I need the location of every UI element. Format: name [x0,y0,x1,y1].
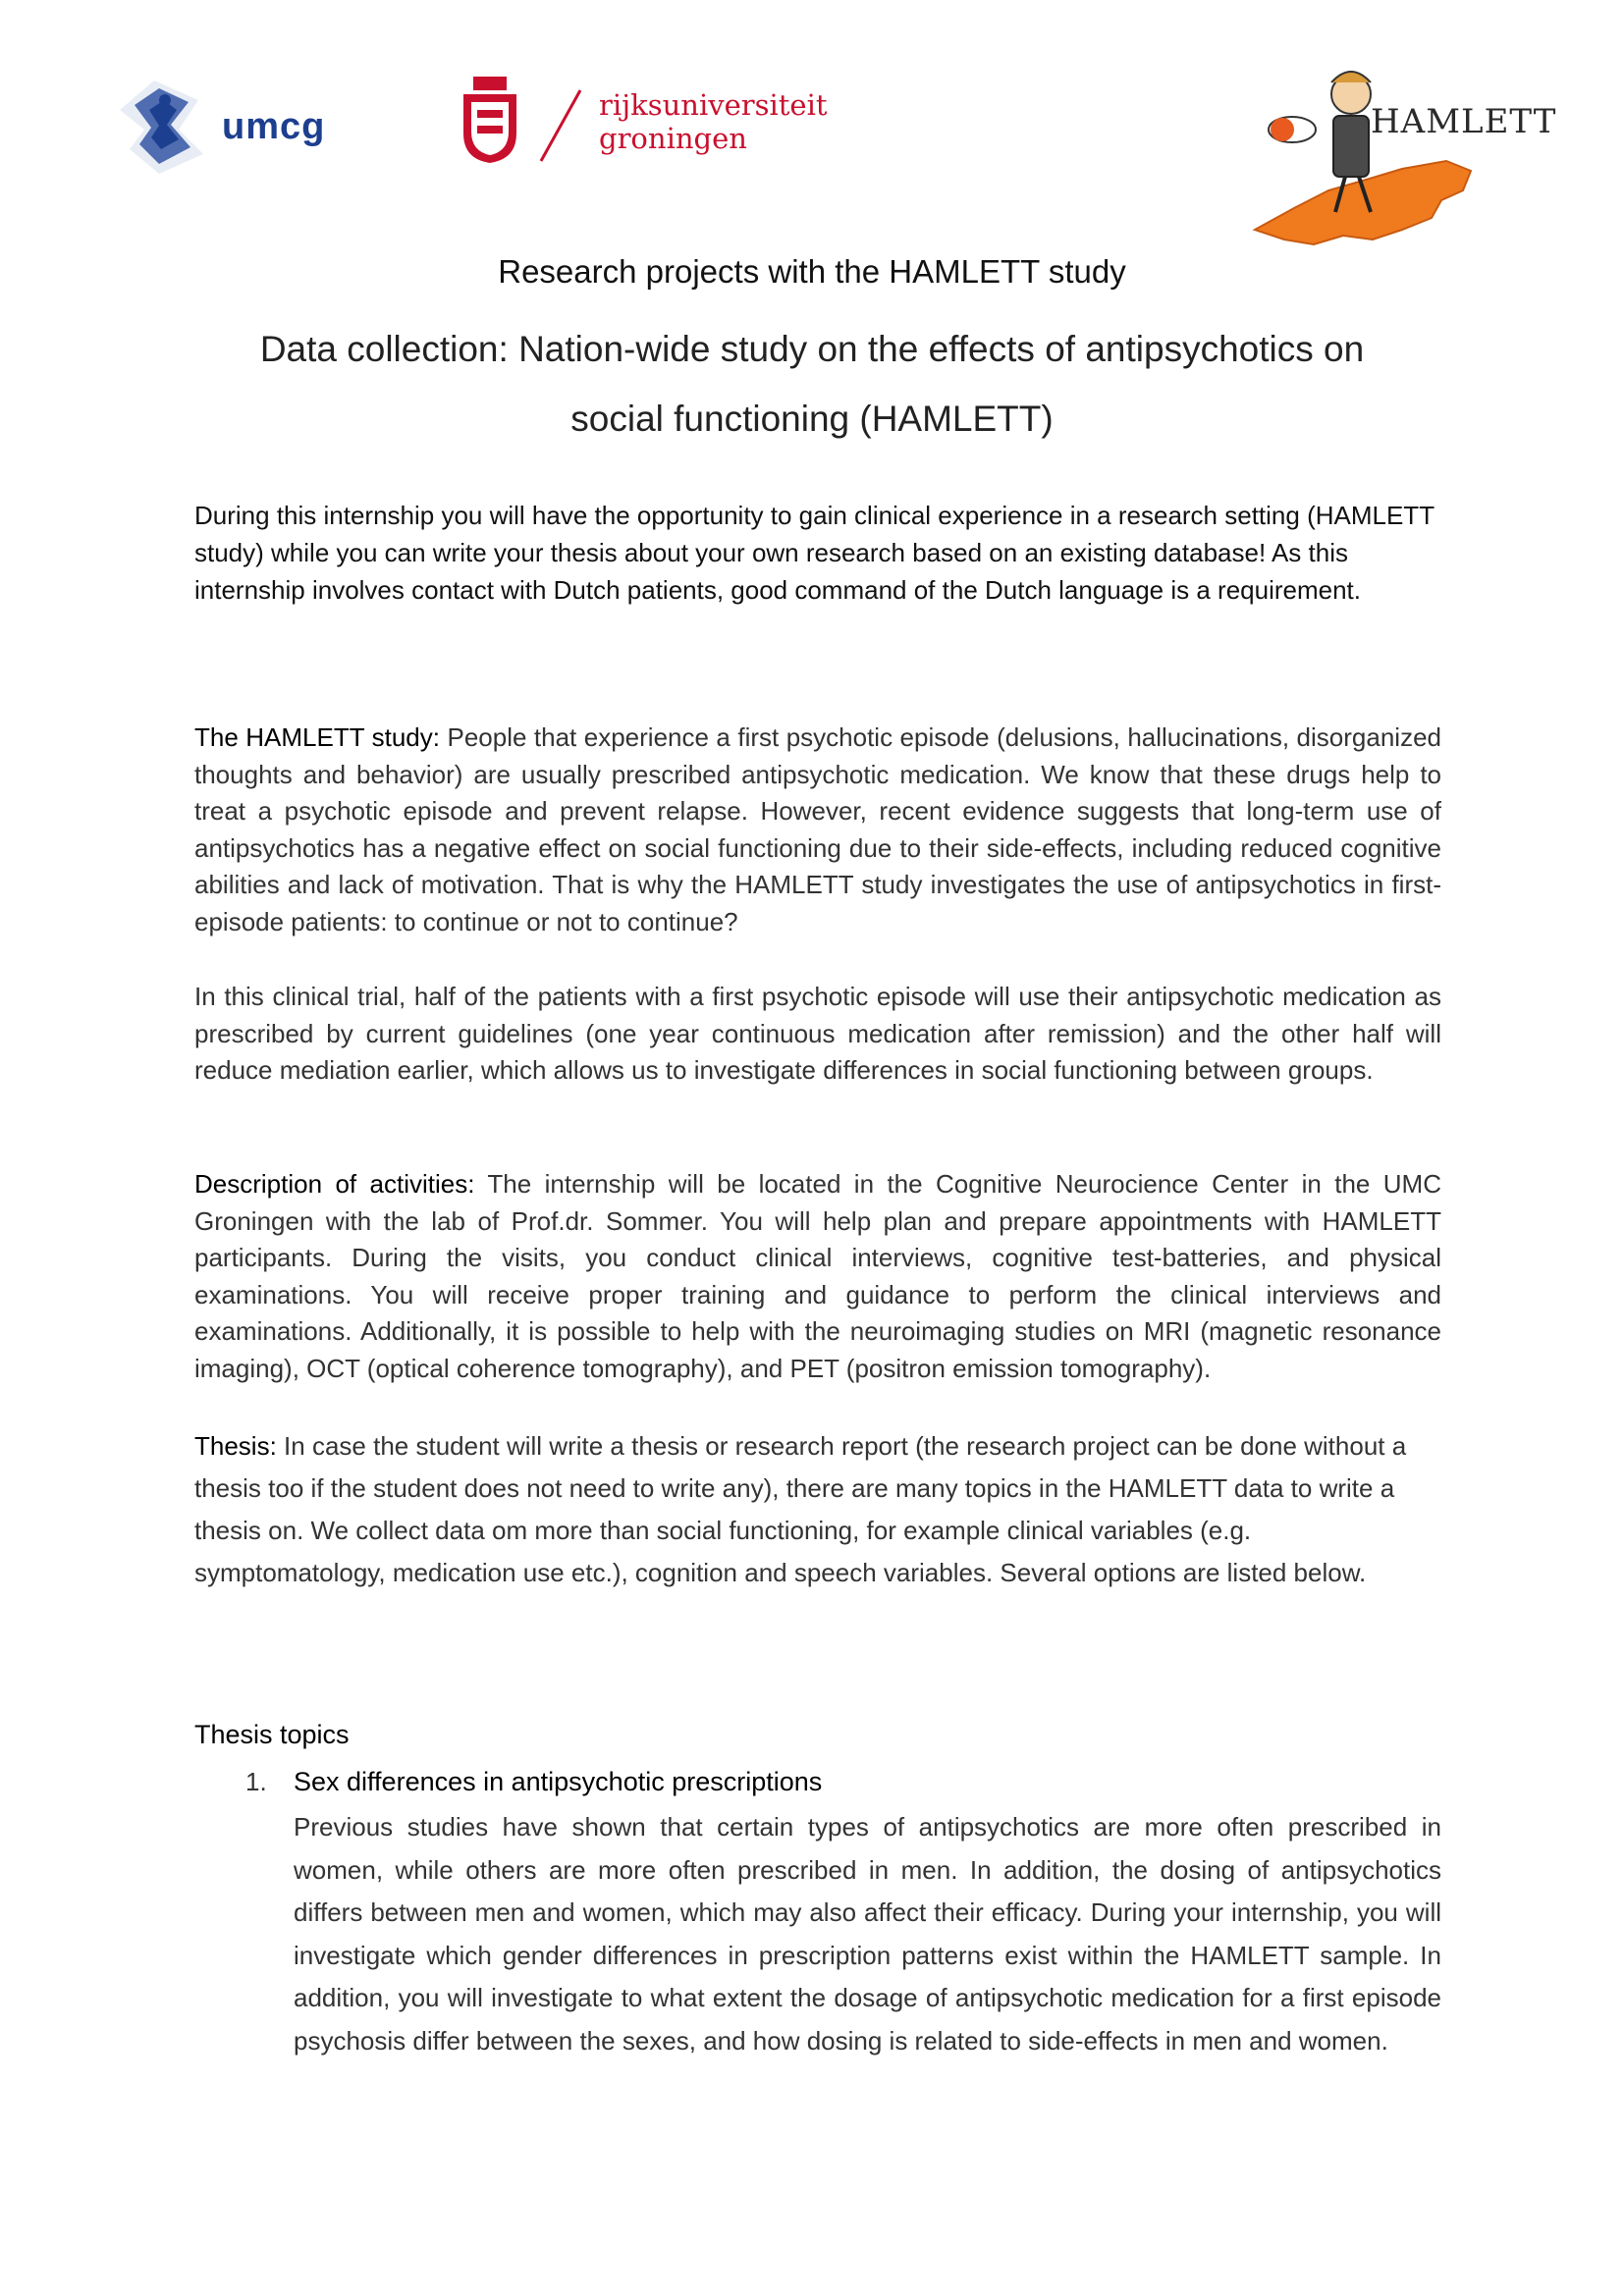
study-paragraph [194,720,1441,941]
topic-number: 1. [245,1767,267,1796]
rug-slash-icon [536,86,585,165]
topic-title: Sex differences in antipsychotic prescriptions [294,1767,823,1796]
study-text: People that experience a first psychotic episode (delusions, hallucinations, disorganized thoughts and behavior) are usually prescribed antipsychotic medication. We know that these drugs help to treat a psychotic episode and prevent relapse. However, recent evidence suggests that long-term use of antipsychotics has a negative effect on social functioning due to their side-effects, including reduced cognitive abilities and lack of motivation. That is why the HAMLETT study investigates the use of antipsychotics in first-episode patients: to continue or not to continue? [194,722,1441,936]
thesis-label: Thesis: [194,1431,277,1461]
study-label: The HAMLETT study: [194,722,440,752]
topic-body: Previous studies have shown that certain types of antipsychotics are more often prescribed in women, while others are more often prescribed in men. In addition, the dosing of antipsychotics differs between men and women, which may also affect their efficacy. During your internship, you will investigate which gender differences in prescription patterns exist within the HAMLETT sample. In addition, you will investigate to what extent the dosage of antipsychotic medication for a first episode psychosis differ between the sexes, and how dosing is related to side-effects in men and women. [294,1812,1441,2056]
rug-wordmark-line1: rijksuniversiteit [599,88,828,122]
hamlett-logo [1235,43,1589,249]
umcg-emblem-icon [110,71,208,179]
activities-label: Description of activities: [194,1169,475,1199]
page-subtitle: Data collection: Nation-wide study on the effects of antipsychotics on social functioning (HAMLETT) [259,329,1365,439]
hamlett-wordmark: HAMLETT [1371,102,1557,141]
page-title: Research projects with the HAMLETT study [498,253,1126,290]
hamlett-mascot-netherlands-icon [1235,43,1481,249]
activities-paragraph [194,1166,1441,1388]
thesis-text: In case the student will write a thesis or research report (the research project can be done without a thesis too if the student does not need to write any), there are many topics in the HAMLETT data to write a thesis on. We collect data om more than social functioning, for example clinical variables (e.g. symptomatology, medication use etc.), cognition and speech variables. Several options are listed below. [194,1431,1407,1587]
intro-paragraph: During this internship you will have the opportunity to gain clinical experience in a research setting (HAMLETT study) while you can write your thesis about your own research based on an existing database! As this internship involves contact with Dutch patients, good command of the Dutch language is a requirement. [194,501,1435,605]
rug-logo [460,75,852,173]
umcg-logo [110,71,346,179]
trial-paragraph: In this clinical trial, half of the patients with a first psychotic episode will use their antipsychotic medication as prescribed by current guidelines (one year continuous medication after remission) and the other half will reduce mediation earlier, which allows us to investigate differences in social functioning between groups. [194,982,1441,1086]
rug-coat-of-arms-icon [460,75,520,165]
thesis-paragraph [194,1425,1441,1594]
rug-wordmark-line2: groningen [599,122,747,155]
thesis-topics-heading: Thesis topics [194,1720,350,1749]
activities-text: The internship will be located in the Cognitive Neurocience Center in the UMC Groningen with the lab of Prof.dr. Sommer. You will help plan and prepare appointments with HAMLETT participants. During the visits, you conduct clinical interviews, cognitive test-batteries, and physical examinations. You will receive proper training and guidance to perform the clinical interviews and examinations. Additionally, it is possible to help with the neuroimaging studies on MRI (magnetic resonance imaging), OCT (optical coherence tomography), and PET (positron emission tomography). [194,1169,1441,1383]
umcg-wordmark: umcg [222,106,326,147]
